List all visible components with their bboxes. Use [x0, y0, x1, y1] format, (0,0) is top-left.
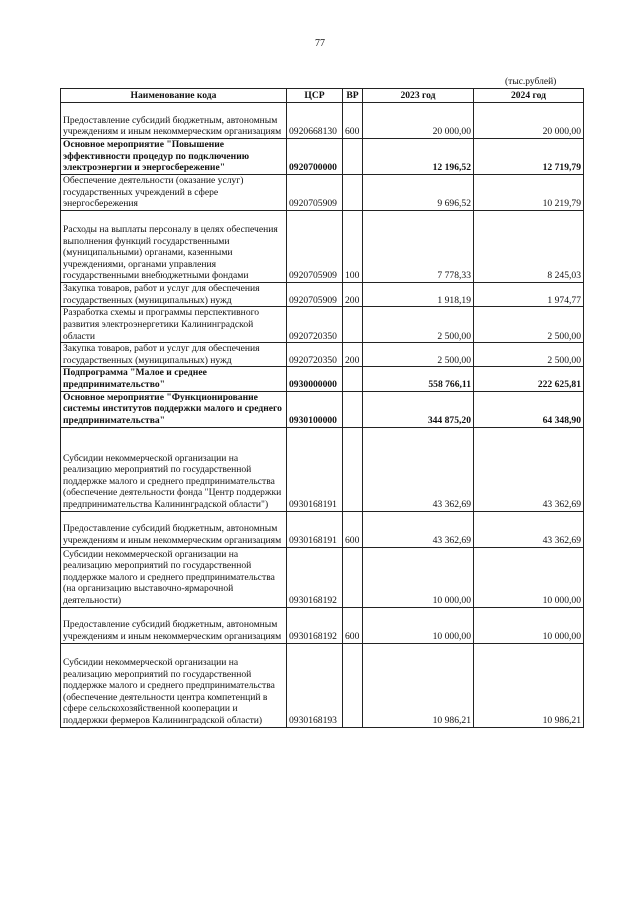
cell-csr: 0920668130 — [287, 103, 343, 139]
cell-csr: 0920705909 — [287, 175, 343, 211]
cell-2023: 9 696,52 — [363, 175, 474, 211]
header-2024: 2024 год — [474, 89, 584, 103]
cell-csr: 0930100000 — [287, 391, 343, 427]
table-row — [61, 511, 584, 547]
cell-name: Предоставление субсидий бюджетным, автономным учреждениям и иным некоммерческим организациям — [61, 607, 287, 643]
cell-vr — [343, 391, 363, 427]
cell-vr: 200 — [343, 283, 363, 307]
cell-2023: 7 778,33 — [363, 211, 474, 283]
cell-csr: 0930168193 — [287, 643, 343, 727]
cell-csr: 0920700000 — [287, 139, 343, 175]
header-2023: 2023 год — [363, 89, 474, 103]
cell-name: Закупка товаров, работ и услуг для обеспечения государственных (муниципальных) нужд — [61, 343, 287, 367]
budget-table — [60, 88, 584, 728]
cell-name: Разработка схемы и программы перспективного развития электроэнергетики Калининградской области — [61, 307, 287, 343]
cell-2024: 1 974,77 — [474, 283, 584, 307]
cell-2024: 43 362,69 — [474, 511, 584, 547]
cell-vr — [343, 367, 363, 391]
table-header — [61, 89, 584, 103]
cell-name: Субсидии некоммерческой организации на реализацию мероприятий по государственной поддержке малого и среднего предпринимательства (обеспечение деятельности фонда "Центр поддержки предпринимательства Калининградской области") — [61, 427, 287, 511]
table-row — [61, 103, 584, 139]
cell-2024: 2 500,00 — [474, 307, 584, 343]
table-row — [61, 607, 584, 643]
table-row — [61, 283, 584, 307]
cell-name: Обеспечение деятельности (оказание услуг) государственных учреждений в сфере энергосбережения — [61, 175, 287, 211]
cell-vr — [343, 307, 363, 343]
cell-name: Предоставление субсидий бюджетным, автономным учреждениям и иным некоммерческим организациям — [61, 103, 287, 139]
cell-2023: 20 000,00 — [363, 103, 474, 139]
cell-vr: 100 — [343, 211, 363, 283]
cell-2023: 10 986,21 — [363, 643, 474, 727]
cell-csr: 0920720350 — [287, 307, 343, 343]
cell-vr — [343, 643, 363, 727]
cell-2023: 10 000,00 — [363, 547, 474, 607]
cell-2023: 12 196,52 — [363, 139, 474, 175]
cell-2023: 2 500,00 — [363, 343, 474, 367]
cell-2023: 558 766,11 — [363, 367, 474, 391]
cell-name: Субсидии некоммерческой организации на реализацию мероприятий по государственной поддержке малого и среднего предпринимательства (обеспечение деятельности центра компетенций в сфере сельскохозяйственной кооперации и поддержки фермеров Калининградской области) — [61, 643, 287, 727]
cell-csr: 0920705909 — [287, 283, 343, 307]
cell-2024: 10 000,00 — [474, 547, 584, 607]
cell-vr: 600 — [343, 103, 363, 139]
cell-2023: 43 362,69 — [363, 511, 474, 547]
cell-csr: 0930000000 — [287, 367, 343, 391]
cell-2024: 2 500,00 — [474, 343, 584, 367]
table-row — [61, 367, 584, 391]
table-body — [61, 103, 584, 728]
cell-2024: 43 362,69 — [474, 427, 584, 511]
cell-name: Субсидии некоммерческой организации на реализацию мероприятий по государственной поддержке малого и среднего предпринимательства (на организацию выставочно-ярмарочной деятельности) — [61, 547, 287, 607]
cell-vr: 600 — [343, 607, 363, 643]
cell-2024: 20 000,00 — [474, 103, 584, 139]
cell-csr: 0930168191 — [287, 427, 343, 511]
cell-name: Закупка товаров, работ и услуг для обеспечения государственных (муниципальных) нужд — [61, 283, 287, 307]
cell-csr: 0930168192 — [287, 607, 343, 643]
table-row — [61, 175, 584, 211]
cell-vr — [343, 547, 363, 607]
cell-vr: 600 — [343, 511, 363, 547]
cell-csr: 0920705909 — [287, 211, 343, 283]
cell-2024: 10 219,79 — [474, 175, 584, 211]
cell-name: Основное мероприятие "Повышение эффективности процедур по подключению электроэнергии и энергосбережение" — [61, 139, 287, 175]
header-name: Наименование кода — [61, 89, 287, 103]
cell-name: Подпрограмма "Малое и среднее предпринимательство" — [61, 367, 287, 391]
cell-name: Предоставление субсидий бюджетным, автономным учреждениям и иным некоммерческим организациям — [61, 511, 287, 547]
header-vr: ВР — [343, 89, 363, 103]
table-row — [61, 643, 584, 727]
cell-2023: 344 875,20 — [363, 391, 474, 427]
cell-2024: 222 625,81 — [474, 367, 584, 391]
cell-csr: 0920720350 — [287, 343, 343, 367]
cell-2023: 10 000,00 — [363, 607, 474, 643]
table-row — [61, 211, 584, 283]
cell-name: Основное мероприятие "Функционирование системы институтов поддержки малого и среднего предпринимательства" — [61, 391, 287, 427]
table-row — [61, 343, 584, 367]
table-row — [61, 391, 584, 427]
cell-2023: 2 500,00 — [363, 307, 474, 343]
cell-2024: 10 000,00 — [474, 607, 584, 643]
cell-2023: 1 918,19 — [363, 283, 474, 307]
header-row — [61, 89, 584, 103]
header-csr: ЦСР — [287, 89, 343, 103]
cell-vr: 200 — [343, 343, 363, 367]
cell-name: Расходы на выплаты персоналу в целях обеспечения выполнения функций государственными (муниципальными) органами, казенными учреждениями, органами управления государственными внебюджетными фондами — [61, 211, 287, 283]
cell-vr — [343, 175, 363, 211]
cell-2024: 8 245,03 — [474, 211, 584, 283]
table-row — [61, 307, 584, 343]
cell-2024: 10 986,21 — [474, 643, 584, 727]
cell-2024: 12 719,79 — [474, 139, 584, 175]
cell-vr — [343, 139, 363, 175]
units-note: (тыс.рублей) — [505, 77, 557, 87]
cell-csr: 0930168191 — [287, 511, 343, 547]
cell-2023: 43 362,69 — [363, 427, 474, 511]
table-row — [61, 427, 584, 511]
table-row — [61, 139, 584, 175]
page-number: 77 — [315, 38, 325, 49]
table-row — [61, 547, 584, 607]
cell-2024: 64 348,90 — [474, 391, 584, 427]
cell-csr: 0930168192 — [287, 547, 343, 607]
cell-vr — [343, 427, 363, 511]
